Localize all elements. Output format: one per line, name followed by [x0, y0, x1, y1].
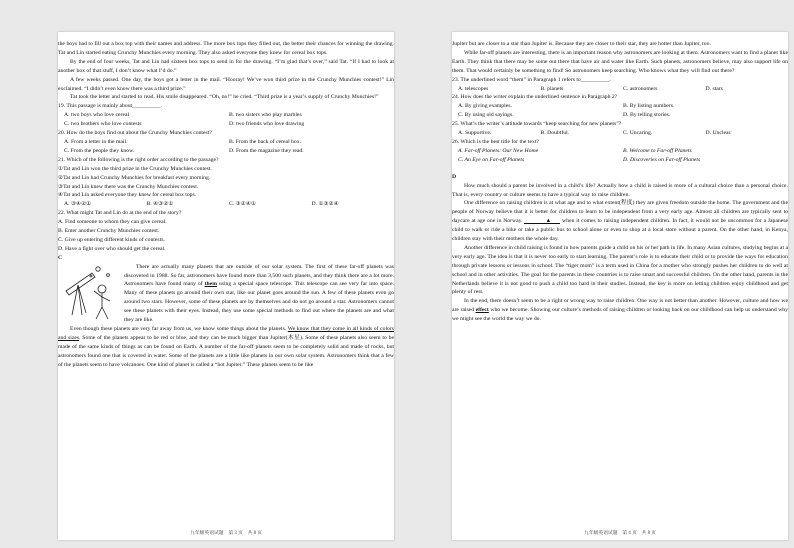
option-d: D. From the magazine they read.: [229, 147, 304, 154]
question-21-item: ②Tat and Lin had Crunchy Munchies for breakfast every morning.: [58, 174, 211, 181]
option-b: B. planets: [540, 85, 564, 92]
underlined-word-them: them: [204, 281, 217, 288]
passage-b-paragraph: By the end of four weeks, Tat and Lin had sixteen box tops to send in for the drawing. “I’m glad that’s over,” said Tat. “If I had to look at another box of that stuff, I don’t know what I’d do.”: [58, 58, 394, 74]
question-26-options: [458, 147, 788, 156]
question-25: 25. What’s the writer’s attitude towards “keep searching for new planets”?: [452, 121, 622, 128]
option-b: B. By listing numbers.: [623, 103, 675, 110]
question-21-item: ④Tat and Lin asked everyone they knew for cereal box tops.: [58, 192, 197, 199]
question-21-item: ①Tat and Lin won the third prize in the Crunchy Munchies contest.: [58, 165, 212, 172]
option-d: D. Unclear.: [705, 130, 732, 137]
exam-page-3: [58, 32, 394, 540]
page-3-content: [58, 40, 394, 370]
option-b: B. From the back of cereal box.: [229, 138, 302, 145]
astronomer-telescope-illustration: [58, 263, 118, 321]
passage-c-paragraph-1: There are actually many planets that are outside of our solar system. The first of these far-off planets was discovered in 1988. So far, astronomers have found more than 3,500 such planets, and they think there are a lot more. Astronomers have found many of them using a special space telescope. This telescope can see very far into space. Many of these planets go around their own star, like our planet goes around the sun. A few of these planets even go around two stars. However, some of these planets are by themselves and do not go around a star. Astronomers cannot see these planets with their eyes. Instead, they use some special methods to find out where the planets are and what they are like.: [124, 263, 394, 324]
question-26: 26. Which is the best title for the text?: [452, 138, 539, 145]
option-c: C. two brothers who love contests: [64, 121, 142, 128]
option-d: D. two friends who love drawing: [229, 121, 305, 128]
option-d: D. ①③②④: [311, 201, 339, 208]
question-24-options: [458, 102, 788, 111]
option-c: C. By using old sayings.: [458, 112, 514, 119]
option-c: C. ③②④①: [229, 201, 257, 208]
option-d: D. Discoveries on Far-off Planets: [623, 156, 701, 163]
passage-d-paragraph-4: In the end, there doesn’t seem to be a right or wrong way to raise children. One way is not better than another. However, culture and how we are raised effect who we become. Showing our culture’s methods of raising children or looking back on our childhood can help us understand why we might see the world the way we do.: [452, 298, 788, 323]
question-20-options: [64, 147, 394, 156]
option-a: A. ③④②①: [64, 201, 92, 208]
option-b: B. two sisters who play marbles: [229, 112, 302, 119]
option-b: B. Welcome to Far-off Planets: [623, 147, 692, 154]
passage-b-paragraph: Tat took the letter and started to read. His smile disappeared. “Oh, no!” he cried. “Third prize is a year’s supply of Crunchy Munchies!”: [70, 94, 379, 101]
option-b: B. Enter another Crunchy Munchies contest.: [58, 228, 160, 235]
option-c: C. Give up entering different kinds of contests.: [58, 236, 165, 243]
section-d-heading: D: [452, 173, 457, 180]
section-c-heading: C: [58, 254, 63, 261]
passage-c-continuation: Jupiter but are closer to a star than Jupiter is. Because they are closer to their star, they are hotter than Jupiter, too.: [452, 41, 711, 47]
question-24-options: [458, 111, 788, 120]
option-b: B. ④③②①: [146, 201, 174, 208]
passage-d-paragraph-2: One difference on raising children is at what age and to what extent(程度) they are given freedom outside the home. The government and the people of Norway believe that it is better for children to learn to be independent from a very early age. Almost all children are typically sent to daycare at age one in Norway. ▲ when it comes to raising independent children. In fact, it would not be uncommon for a Japanese child to walk or ride a bike or take a public bus to school alone or even to shop at a local store without a parent. On the other hand, in Kenya, children stay with their mothers the whole day.: [452, 200, 788, 243]
passage-b-continuation: the boys had to fill out a box top with their names and address. The more box tops they filled out, the better their chances for winning the drawing. Tat and Lin started eating Crunchy Munchies every morning. They also asked everyone they knew for cereal box tops.: [58, 41, 394, 56]
passage-c: [58, 263, 394, 370]
option-c: C. An Eye on Far-off Planets: [458, 156, 525, 163]
question-20: 20. How do the boys find out about the Crunchy Munchies contest?: [58, 130, 212, 137]
question-23: 23. The underlined word “them” in Paragraph 1 refers to__________.: [452, 76, 611, 83]
option-a: A. Supportive.: [458, 130, 492, 137]
question-19-options: [64, 111, 394, 120]
question-26-options: [458, 156, 788, 165]
option-a: A. By giving examples.: [458, 103, 512, 110]
question-21-options: [64, 200, 394, 209]
answer-blank: [524, 217, 560, 224]
page-footer: 九年级英语试题 第 3 页 共 8 页: [190, 531, 262, 536]
option-a: A. telescopes: [458, 85, 489, 92]
option-c: C. Uncaring.: [623, 130, 653, 137]
option-a: A. two boys who love cereal: [64, 112, 130, 119]
question-21-item: ③Tat and Lin knew there was the Crunchy Munchies contest.: [58, 183, 199, 190]
blank-marker: ▲: [545, 218, 552, 225]
option-c: C. astronomers: [623, 85, 658, 92]
question-21: 21. Which of the following is the right order according to the passage?: [58, 156, 219, 163]
option-d: D. By telling stories.: [623, 112, 671, 119]
question-22: 22. What might Tat and Lin do at the end of the story?: [58, 210, 182, 217]
passage-d-paragraph-3: Another difference in child raising is found in how parents guide a child on his or her path in life. In many Asian cultures, studying begins at a very early age. The idea is that it is never too early to start learning. The parent’s role is to educate their child or to provide the ways for education through private lessons or lessons in school. The “tiger mom” is a term used in China for a mother who strongly pushes her children to do well at school and in other activities. The goal for the parents in these countries is to raise smart and successful children. On the other hand, parents in the Netherlands believe it is not good to push a child too hard in their studies. Instead, the key is more on letting children enjoy childhood and get plenty of rest.: [452, 244, 788, 296]
underlined-word-effect: effect: [475, 307, 489, 314]
underlined-sentence: We know that they come in all kinds of colors and sizes: [58, 326, 394, 341]
option-b: B. Doubtful.: [540, 130, 570, 137]
question-23-options: [458, 85, 788, 94]
option-a: A. From a letter in the mail.: [64, 138, 128, 145]
option-a: A. Find someone to whom they can give cereal.: [58, 219, 167, 226]
page-footer: 九年级英语试题 第 4 页 共 8 页: [584, 531, 656, 536]
passage-c-paragraph-3: While far-off planets are interesting, there is an important reason why astronomers are looking at them. Astronomers want to find a planet like Earth. They think that there may be some out there that have air and water like Earth. Such planets, astronomers believe, may also support life on them. That would certainly be something to find! So astronomers keep searching. Who knows what they will find out there?: [452, 49, 788, 74]
page-4-content: [452, 40, 788, 324]
exam-page-4: [452, 32, 788, 540]
passage-d-paragraph-1: How much should a parent be involved in a child’s life? Actually how a child is raised is more of a cultural choice than a personal choice. That is, every country or culture seems to have a typical way to raise children.: [452, 182, 788, 198]
passage-c-paragraph-2: Even though these planets are very far away from us, we know some things about the planets. We know that they come in all kinds of colors and sizes. Some of the planets appear to be red or blue, and they can be much bigger than Jupiter(木星). Some of these planets also seem to be made of the same kinds of things as can be found on Earth. A number of the far-off planets seem to be completely solid and made of rocks, but astronomers found one that is covered in water. Some of the planets are a little like planets in our own solar system. Astronomers think that a few of the planets seem to have volcanoes. One kind of planet is called a “hot Jupiter.” These planets seem to be like: [58, 326, 394, 368]
option-c: C. From the people they know.: [64, 147, 135, 154]
option-d: D. Have a fight over who should get the cereal.: [58, 245, 166, 252]
question-20-options: [64, 138, 394, 147]
option-d: D. stars: [705, 85, 723, 92]
question-25-options: [458, 129, 788, 138]
question-19-options: [64, 120, 394, 129]
passage-b-paragraph: A few weeks passed. One day, the boys got a letter in the mail. “Hooray! We’ve won third prize in the Crunchy Munchies contest!” Lin exclaimed. “I didn’t even know there was a third prize.”: [58, 76, 394, 92]
question-24: 24. How does the writer explain the underlined sentence in Paragraph 2?: [452, 94, 618, 101]
question-19: 19. This passage is mainly about__________.: [58, 103, 162, 110]
option-a: A. Far-off Planets: Our New Home: [458, 147, 539, 154]
